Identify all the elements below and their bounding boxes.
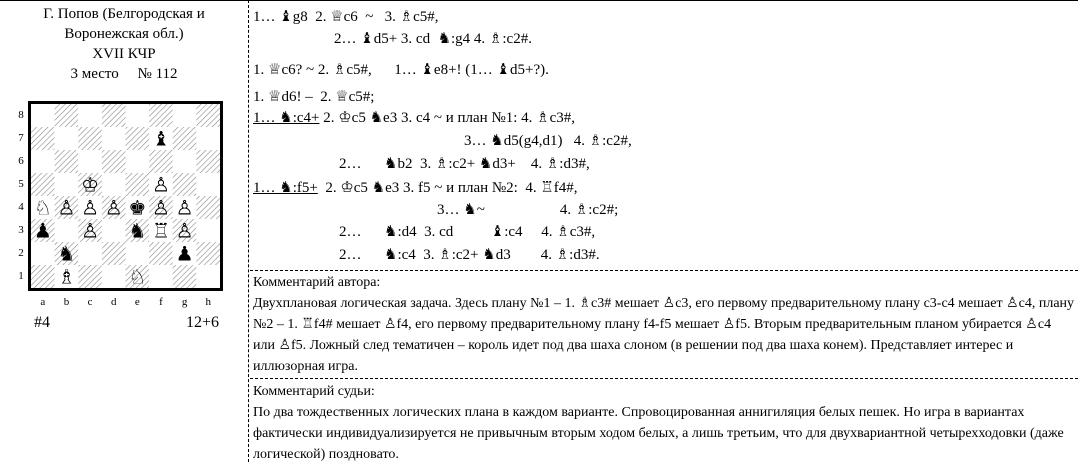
solution-text: 1. ♕c6? ~ 2. ♗c5#, 1… ♝e8+! (1… ♝d5+?). xyxy=(253,62,549,78)
square-b3 xyxy=(55,219,79,242)
square-h8 xyxy=(196,104,220,127)
black-knight-e3: ♞ xyxy=(128,218,147,243)
divider-comments xyxy=(250,378,1078,379)
square-d2 xyxy=(102,242,126,265)
square-b7 xyxy=(55,127,79,150)
problem-number: № 112 xyxy=(137,66,178,82)
square-e5 xyxy=(126,173,150,196)
file-label-f: f xyxy=(159,296,163,308)
black-bishop-f7: ♝ xyxy=(151,126,170,151)
square-g1 xyxy=(173,265,197,288)
solution-line xyxy=(437,201,618,219)
square-d3 xyxy=(102,219,126,242)
square-e7 xyxy=(126,127,150,150)
square-h7 xyxy=(196,127,220,150)
file-label-h: h xyxy=(205,296,211,308)
square-c8 xyxy=(78,104,102,127)
square-a1 xyxy=(31,265,55,288)
square-h4 xyxy=(196,196,220,219)
solution-text: 2… ♞b2 3. ♗:c2+ ♞d3+ 4. ♗:d3#, xyxy=(339,156,590,172)
solution-line xyxy=(253,109,575,127)
solution-line xyxy=(464,132,632,150)
white-pawn-g4: ♙ xyxy=(175,195,194,220)
white-pawn-b4: ♙ xyxy=(57,195,76,220)
divider-solution xyxy=(250,270,1078,271)
solution-line xyxy=(339,246,600,264)
vertical-divider xyxy=(248,0,249,462)
rank-label-5: 5 xyxy=(18,178,24,190)
white-knight-a4: ♘ xyxy=(33,195,52,220)
author-comment-title: Комментарий автора: xyxy=(253,275,381,290)
rank-label-7: 7 xyxy=(18,132,24,144)
square-h2 xyxy=(196,242,220,265)
rank-label-6: 6 xyxy=(18,155,24,167)
solution-text: 3… ♞~ 4. ♗:c2#; xyxy=(437,202,619,218)
white-pawn-d4: ♙ xyxy=(104,195,123,220)
judge-comment-title: Комментарий судьи: xyxy=(253,384,375,399)
board-svg xyxy=(31,104,220,288)
square-h1 xyxy=(196,265,220,288)
white-bishop-b1: ♗ xyxy=(57,264,76,288)
author-comment-body: Двухплановая логическая задача. Здесь плану №1 – 1. ♗c3# мешает ♙c3, его первому предварительному плану c3-c4 мешает ♙c4, плану №2 – 1. ♖f4# мешает ♙f4, его первому предварительному плану f4-f5 мешает ♙f5. Вторым предварительным планом убирается ♙c4 или ♙f5. Ложный след тематичен – король идет под два шаха слоном (в решении под два шаха конем). Представляет интерес и иллюзорная игра. xyxy=(253,296,1075,374)
square-c7 xyxy=(78,127,102,150)
solution-text: 2. ♔c5 ♞e3 3. f5 ~ и план №2: 4. ♖f4#, xyxy=(317,180,578,196)
file-label-g: g xyxy=(181,296,188,308)
author-comment xyxy=(253,272,1075,377)
rank-label-3: 3 xyxy=(18,224,24,236)
solution-text: 1. ♕d6! – 2. ♕c5#; xyxy=(253,89,375,105)
solution-text: 2. ♔c5 ♞e3 3. c4 ~ и план №1: 4. ♗c3#, xyxy=(319,110,576,126)
rank-label-8: 8 xyxy=(18,109,24,121)
square-g5 xyxy=(173,173,197,196)
key-defence: 1… ♞:f5+ xyxy=(253,180,318,196)
square-b5 xyxy=(55,173,79,196)
square-g8 xyxy=(173,104,197,127)
file-label-d: d xyxy=(110,296,117,308)
solution-line xyxy=(253,88,374,106)
problem-header xyxy=(0,4,248,84)
square-a2 xyxy=(31,242,55,265)
square-a7 xyxy=(31,127,55,150)
square-d5 xyxy=(102,173,126,196)
square-e8 xyxy=(126,104,150,127)
solution-line xyxy=(334,30,532,48)
white-pawn-f4: ♙ xyxy=(151,195,170,220)
white-pawn-c4: ♙ xyxy=(81,195,100,220)
place: 3 место xyxy=(70,66,119,82)
square-d8 xyxy=(102,104,126,127)
square-a6 xyxy=(31,150,55,173)
square-c1 xyxy=(78,265,102,288)
square-g6 xyxy=(173,150,197,173)
square-b8 xyxy=(55,104,79,127)
black-king-e4: ♚ xyxy=(128,195,147,220)
white-pawn-f5: ♙ xyxy=(151,172,170,197)
white-pawn-g3: ♙ xyxy=(175,218,194,243)
square-f2 xyxy=(149,242,173,265)
white-rook-f3: ♖ xyxy=(151,218,170,243)
place-number xyxy=(0,64,248,84)
piece-count: 12+6 xyxy=(186,314,220,331)
square-e2 xyxy=(126,242,150,265)
judge-comment xyxy=(253,381,1075,465)
square-g7 xyxy=(173,127,197,150)
diagram-panel xyxy=(0,0,248,462)
stipulation: #4 xyxy=(34,314,50,331)
square-a8 xyxy=(31,104,55,127)
white-king-c5: ♔ xyxy=(81,172,100,197)
square-f8 xyxy=(149,104,173,127)
solution-text: 2… ♞:c4 3. ♗:c2+ ♞d3 4. ♗:d3#. xyxy=(339,247,600,263)
white-pawn-c3: ♙ xyxy=(81,218,100,243)
square-c2 xyxy=(78,242,102,265)
square-h6 xyxy=(196,150,220,173)
file-label-e: e xyxy=(134,296,140,308)
key-defence: 1… ♞:c4+ xyxy=(253,110,320,126)
square-d6 xyxy=(102,150,126,173)
solution-text: 2… ♞:d4 3. cd ♝:c4 4. ♗c3#, xyxy=(339,224,596,240)
square-f6 xyxy=(149,150,173,173)
black-pawn-g2: ♟ xyxy=(175,241,194,266)
square-a5 xyxy=(31,173,55,196)
file-label-c: c xyxy=(87,296,93,308)
solution-line xyxy=(253,61,549,79)
file-label-a: a xyxy=(40,296,46,308)
rank-label-1: 1 xyxy=(18,270,24,282)
author-line-2: Воронежская обл.) xyxy=(64,26,184,42)
judge-comment-body: По два тождественных логических плана в каждом варианте. Спровоцированная аннигиляция белых пешек. Но игра в вариантах фактически индивидуализируется не привычным вторым ходом белых, а лишь третьим, что для двухвариантной четырехходовки (даже логической) поздновато. xyxy=(253,405,1064,462)
square-h3 xyxy=(196,219,220,242)
chess-board xyxy=(28,101,223,291)
rank-label-4: 4 xyxy=(18,201,24,213)
solution-text: 2… ♝d5+ 3. cd ♞:g4 4. ♗:c2#. xyxy=(334,31,532,47)
square-f1 xyxy=(149,265,173,288)
solution-text: 3… ♞d5(g4,d1) 4. ♗:c2#, xyxy=(464,133,632,149)
white-knight-e1: ♘ xyxy=(128,264,147,288)
square-d1 xyxy=(102,265,126,288)
solution-line xyxy=(339,223,595,241)
square-h5 xyxy=(196,173,220,196)
file-label-b: b xyxy=(63,296,70,308)
author-line-1: Г. Попов (Белгородская и xyxy=(43,6,205,22)
square-e6 xyxy=(126,150,150,173)
competition: XVII КЧР xyxy=(92,46,156,62)
solution-line xyxy=(253,8,439,26)
black-knight-b2: ♞ xyxy=(57,241,76,266)
square-b6 xyxy=(55,150,79,173)
solution-text: 1… ♝g8 2. ♕c6 ~ 3. ♗c5#, xyxy=(253,9,439,25)
solution-line xyxy=(253,179,578,197)
black-pawn-a3: ♟ xyxy=(33,218,52,243)
rank-label-2: 2 xyxy=(18,247,24,259)
square-c6 xyxy=(78,150,102,173)
square-d7 xyxy=(102,127,126,150)
solution-line xyxy=(339,155,590,173)
